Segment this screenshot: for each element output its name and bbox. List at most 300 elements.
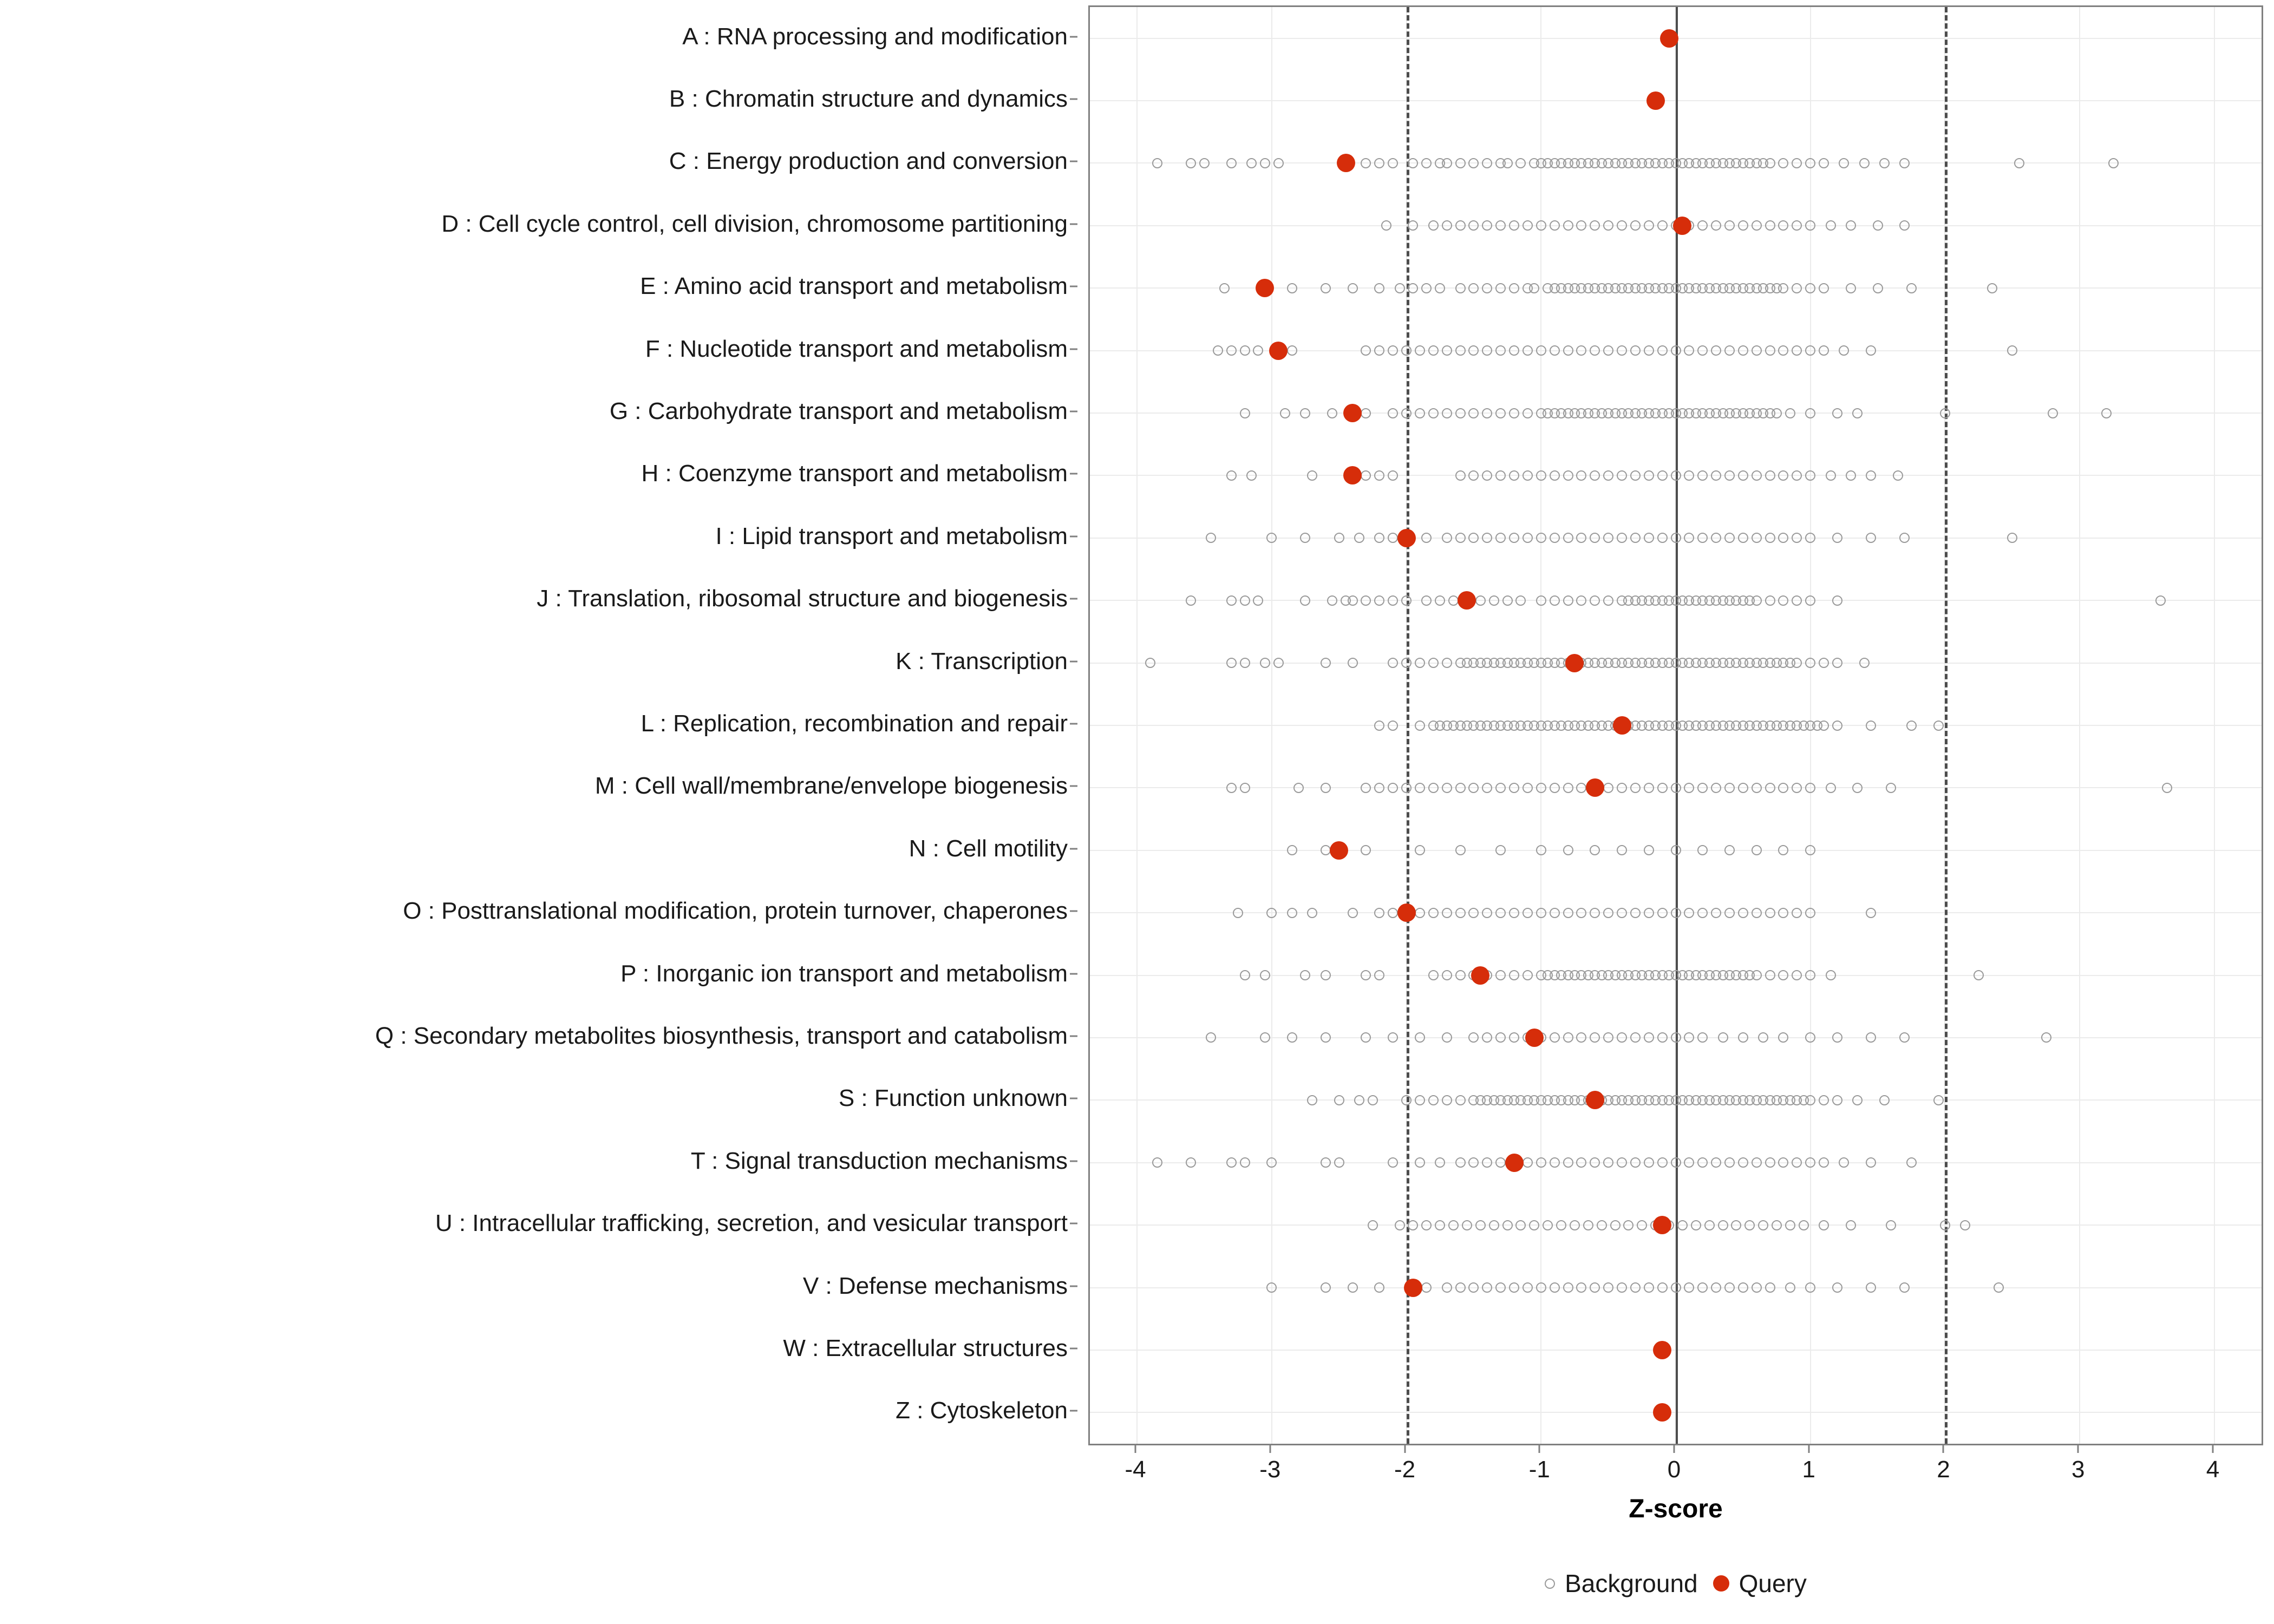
background-point (1603, 908, 1613, 918)
background-point (1428, 908, 1439, 918)
x-tick-label: 2 (1937, 1456, 1950, 1483)
background-point (1226, 470, 1237, 481)
background-point (1536, 345, 1546, 356)
background-point (1697, 908, 1708, 918)
background-point (1246, 158, 1257, 168)
background-point (1832, 1095, 1842, 1105)
y-tick-mark (1070, 223, 1077, 225)
background-point (1522, 783, 1533, 793)
background-point (1906, 283, 1917, 293)
background-point (1738, 220, 1748, 231)
background-point (1752, 1157, 1762, 1168)
background-point (1819, 158, 1829, 168)
background-point (1866, 1282, 1876, 1293)
background-point (1226, 1157, 1237, 1168)
background-point (1778, 1032, 1788, 1043)
query-point (1397, 903, 1416, 922)
background-point (1603, 1032, 1613, 1043)
y-axis-category-label: K : Transcription (896, 647, 1068, 675)
background-point (1684, 470, 1694, 481)
background-point (1435, 283, 1445, 293)
background-point (1495, 220, 1506, 231)
background-point (1395, 1220, 1405, 1230)
background-point (1832, 1032, 1842, 1043)
background-point (1671, 1282, 1681, 1293)
background-point (1374, 595, 1384, 606)
background-point (1388, 470, 1398, 481)
background-point (1832, 658, 1842, 668)
query-point (1337, 154, 1355, 172)
y-axis-category-label: N : Cell motility (909, 835, 1068, 862)
background-point (1152, 1157, 1162, 1168)
background-point (1401, 1095, 1412, 1105)
background-point (1495, 1282, 1506, 1293)
background-point (1644, 783, 1654, 793)
background-point (1361, 783, 1371, 793)
background-point (1442, 1095, 1452, 1105)
background-point (1617, 1032, 1627, 1043)
background-point (1374, 783, 1384, 793)
y-tick-mark (1070, 1410, 1077, 1412)
background-point (1293, 783, 1304, 793)
background-point (1321, 658, 1331, 668)
background-point (1509, 408, 1519, 418)
background-point (1321, 1032, 1331, 1043)
x-axis-title: Z-score (1629, 1495, 1723, 1523)
background-point (1489, 1220, 1499, 1230)
background-point (1266, 1157, 1277, 1168)
background-point (1623, 1220, 1633, 1230)
background-point (2108, 158, 2119, 168)
background-point (1482, 1157, 1492, 1168)
background-point (1388, 1157, 1398, 1168)
background-point (1482, 470, 1492, 481)
background-point (1765, 1282, 1775, 1293)
background-point (1442, 783, 1452, 793)
background-point (1213, 345, 1223, 356)
background-point (1361, 408, 1371, 418)
background-point (1321, 970, 1331, 980)
background-point (1361, 595, 1371, 606)
background-point (1724, 470, 1735, 481)
background-point (1348, 658, 1358, 668)
background-point (1792, 658, 1802, 668)
background-point (1752, 1282, 1762, 1293)
background-point (1495, 408, 1506, 418)
background-point (1563, 845, 1573, 855)
background-point (1805, 783, 1815, 793)
y-axis-category-label: P : Inorganic ion transport and metabolism (620, 960, 1068, 987)
query-point (1586, 778, 1604, 797)
y-axis-category-label: A : RNA processing and modification (682, 23, 1068, 50)
background-point (1563, 533, 1573, 543)
background-point (1832, 1282, 1842, 1293)
background-point (1617, 908, 1627, 918)
background-point (1603, 1157, 1613, 1168)
query-point (1653, 1341, 1671, 1359)
background-point (1832, 721, 1842, 731)
background-point (1819, 721, 1829, 731)
background-point (1536, 533, 1546, 543)
background-point (1361, 158, 1371, 168)
background-point (1334, 1095, 1344, 1105)
background-point (1374, 908, 1384, 918)
background-point (1752, 220, 1762, 231)
background-point (1799, 1220, 1809, 1230)
background-point (1226, 595, 1237, 606)
background-point (1421, 533, 1432, 543)
filled-circle-icon (1713, 1575, 1729, 1592)
background-point (1509, 970, 1519, 980)
background-point (1697, 845, 1708, 855)
background-point (1987, 283, 1997, 293)
background-point (1455, 158, 1466, 168)
background-point (1374, 470, 1384, 481)
background-point (1287, 283, 1297, 293)
background-point (1752, 595, 1762, 606)
query-point (1565, 654, 1584, 672)
background-point (1348, 1282, 1358, 1293)
background-point (1226, 658, 1237, 668)
y-axis-category-label: Z : Cytoskeleton (896, 1397, 1068, 1424)
background-point (1468, 1157, 1479, 1168)
background-point (1583, 1220, 1593, 1230)
background-point (1563, 220, 1573, 231)
background-point (1563, 345, 1573, 356)
background-point (1697, 533, 1708, 543)
query-point (1673, 217, 1691, 235)
background-point (1724, 1282, 1735, 1293)
background-point (1550, 345, 1560, 356)
background-point (1415, 1157, 1425, 1168)
background-point (1428, 783, 1439, 793)
background-point (1374, 158, 1384, 168)
background-point (1240, 345, 1250, 356)
x-tick-label: -4 (1125, 1456, 1146, 1483)
background-point (1617, 1282, 1627, 1293)
background-point (1711, 1282, 1721, 1293)
background-point (1253, 595, 1263, 606)
background-point (1724, 533, 1735, 543)
background-point (1240, 970, 1250, 980)
background-point (1536, 908, 1546, 918)
background-point (1671, 345, 1681, 356)
y-axis-labels (0, 5, 1077, 1445)
background-point (1475, 595, 1486, 606)
background-point (1576, 1282, 1586, 1293)
background-point (1657, 1157, 1668, 1168)
background-point (1515, 1220, 1526, 1230)
background-point (1590, 845, 1600, 855)
background-point (1819, 283, 1829, 293)
background-point (1455, 408, 1466, 418)
background-point (1785, 1282, 1795, 1293)
background-point (1603, 220, 1613, 231)
y-axis-category-label: T : Signal transduction mechanisms (690, 1147, 1068, 1174)
open-circle-icon (1545, 1579, 1555, 1589)
background-point (1522, 345, 1533, 356)
background-point (1495, 345, 1506, 356)
background-point (1468, 408, 1479, 418)
background-point (1603, 470, 1613, 481)
background-point (1455, 783, 1466, 793)
background-point (1711, 345, 1721, 356)
background-point (1630, 345, 1641, 356)
background-point (1495, 1157, 1506, 1168)
background-point (1792, 470, 1802, 481)
background-point (1401, 595, 1412, 606)
background-point (1152, 158, 1162, 168)
y-axis-category-label: I : Lipid transport and metabolism (715, 522, 1068, 549)
background-point (1401, 408, 1412, 418)
background-point (1630, 908, 1641, 918)
background-point (1671, 1032, 1681, 1043)
background-point (1550, 470, 1560, 481)
background-point (1408, 283, 1418, 293)
background-point (1266, 533, 1277, 543)
background-point (2014, 158, 2024, 168)
background-point (1617, 1157, 1627, 1168)
background-point (1617, 220, 1627, 231)
background-point (1684, 783, 1694, 793)
background-point (1873, 283, 1883, 293)
y-axis-category-label: E : Amino acid transport and metabolism (640, 273, 1068, 300)
background-point (1462, 1220, 1472, 1230)
background-point (1994, 1282, 2004, 1293)
background-point (1792, 783, 1802, 793)
background-point (1893, 470, 1903, 481)
background-point (1482, 1032, 1492, 1043)
background-point (1509, 470, 1519, 481)
background-point (1300, 533, 1310, 543)
background-point (1778, 345, 1788, 356)
background-point (1778, 470, 1788, 481)
y-tick-mark (1070, 348, 1077, 350)
background-point (1509, 1282, 1519, 1293)
background-point (1765, 345, 1775, 356)
background-point (1327, 408, 1337, 418)
background-point (1697, 470, 1708, 481)
x-tick-mark (1269, 1445, 1271, 1453)
background-point (1778, 908, 1788, 918)
background-point (1435, 1157, 1445, 1168)
background-point (1772, 1220, 1782, 1230)
background-point (1428, 220, 1439, 231)
background-point (1691, 1220, 1701, 1230)
background-point (1536, 470, 1546, 481)
background-point (2101, 408, 2112, 418)
background-point (1866, 470, 1876, 481)
background-point (1859, 158, 1870, 168)
background-point (1374, 970, 1384, 980)
background-point (1421, 1282, 1432, 1293)
background-point (1832, 595, 1842, 606)
y-axis-category-label: L : Replication, recombination and repair (641, 710, 1068, 737)
background-point (1395, 283, 1405, 293)
background-point (1805, 970, 1815, 980)
background-point (2155, 595, 2166, 606)
background-point (1495, 283, 1506, 293)
background-point (1657, 220, 1668, 231)
background-point (1576, 220, 1586, 231)
background-point (1287, 345, 1297, 356)
background-point (1415, 845, 1425, 855)
x-tick-label: -1 (1528, 1456, 1550, 1483)
background-point (1482, 345, 1492, 356)
background-point (1684, 345, 1694, 356)
background-point (1287, 908, 1297, 918)
background-point (1671, 533, 1681, 543)
background-point (1738, 533, 1748, 543)
background-point (1482, 283, 1492, 293)
background-point (1415, 1032, 1425, 1043)
query-point (1586, 1091, 1604, 1109)
background-point (1495, 845, 1506, 855)
query-point (1458, 591, 1476, 610)
background-point (1334, 1157, 1344, 1168)
background-point (1576, 908, 1586, 918)
background-point (1482, 533, 1492, 543)
background-point (1866, 721, 1876, 731)
background-point (1738, 1032, 1748, 1043)
background-point (1610, 1220, 1620, 1230)
background-point (1468, 220, 1479, 231)
background-point (1805, 1095, 1815, 1105)
y-tick-mark (1070, 785, 1077, 787)
background-point (1246, 470, 1257, 481)
y-axis-category-label: G : Carbohydrate transport and metabolism (609, 398, 1068, 425)
background-point (1657, 345, 1668, 356)
background-point (1765, 1157, 1775, 1168)
background-point (1752, 845, 1762, 855)
background-point (1819, 1095, 1829, 1105)
background-point (1839, 345, 1849, 356)
background-point (1428, 408, 1439, 418)
background-point (1718, 1032, 1728, 1043)
background-point (1536, 220, 1546, 231)
background-point (1428, 1095, 1439, 1105)
plot-panel (1088, 5, 2263, 1445)
background-point (1233, 908, 1243, 918)
background-point (1644, 1157, 1654, 1168)
background-point (1657, 1282, 1668, 1293)
query-point (1343, 466, 1362, 484)
background-point (1415, 658, 1425, 668)
background-point (1603, 595, 1613, 606)
background-point (1846, 283, 1856, 293)
background-point (1415, 908, 1425, 918)
background-point (1657, 533, 1668, 543)
y-axis-category-label: O : Posttranslational modification, protein turnover, chaperones (403, 898, 1068, 925)
background-point (1778, 220, 1788, 231)
background-point (1495, 1032, 1506, 1043)
background-point (1765, 533, 1775, 543)
background-point (1778, 533, 1788, 543)
background-point (1805, 470, 1815, 481)
x-tick-mark (2077, 1445, 2079, 1453)
background-point (1300, 595, 1310, 606)
background-point (1287, 845, 1297, 855)
background-point (1590, 1282, 1600, 1293)
y-tick-mark (1070, 473, 1077, 475)
x-tick-label: -3 (1259, 1456, 1281, 1483)
background-point (1522, 533, 1533, 543)
background-point (1603, 783, 1613, 793)
background-point (1826, 783, 1836, 793)
background-point (1563, 595, 1573, 606)
background-point (1226, 783, 1237, 793)
background-point (1826, 470, 1836, 481)
background-point (1260, 658, 1270, 668)
background-point (1388, 783, 1398, 793)
background-point (1711, 220, 1721, 231)
background-point (1502, 158, 1513, 168)
background-point (1226, 158, 1237, 168)
background-point (1489, 595, 1499, 606)
x-tick-label: -2 (1394, 1456, 1416, 1483)
y-axis-category-label: H : Coenzyme transport and metabolism (641, 460, 1068, 487)
background-point (1401, 783, 1412, 793)
background-point (1590, 345, 1600, 356)
background-point (1327, 595, 1337, 606)
y-tick-mark (1070, 598, 1077, 600)
background-point (1630, 470, 1641, 481)
legend-label-background: Background (1565, 1569, 1698, 1597)
background-point (1792, 1157, 1802, 1168)
background-point (1879, 158, 1890, 168)
y-axis-category-label: S : Function unknown (838, 1085, 1068, 1112)
query-point (1525, 1029, 1544, 1047)
background-point (1906, 1157, 1917, 1168)
background-point (1590, 595, 1600, 606)
background-point (1671, 783, 1681, 793)
query-point (1343, 404, 1362, 422)
background-point (1765, 158, 1775, 168)
background-point (1899, 533, 1910, 543)
y-tick-mark (1070, 911, 1077, 912)
background-point (1307, 908, 1317, 918)
background-point (1442, 533, 1452, 543)
background-point (1711, 908, 1721, 918)
background-point (1590, 1032, 1600, 1043)
background-point (1644, 845, 1654, 855)
background-point (1765, 970, 1775, 980)
background-point (1866, 1032, 1876, 1043)
background-point (1603, 1282, 1613, 1293)
background-point (1697, 783, 1708, 793)
background-point (1805, 283, 1815, 293)
background-point (1495, 470, 1506, 481)
background-point (1421, 1220, 1432, 1230)
background-point (1603, 533, 1613, 543)
background-point (1502, 1220, 1513, 1230)
background-point (1792, 595, 1802, 606)
background-point (1657, 470, 1668, 481)
y-tick-mark (1070, 286, 1077, 287)
background-point (1240, 408, 1250, 418)
background-point (1321, 283, 1331, 293)
background-point (1819, 1157, 1829, 1168)
background-point (1321, 845, 1331, 855)
background-point (1401, 658, 1412, 668)
background-point (1240, 595, 1250, 606)
background-point (1509, 1032, 1519, 1043)
background-point (1644, 220, 1654, 231)
background-point (1550, 783, 1560, 793)
background-point (1778, 783, 1788, 793)
background-point (1563, 1032, 1573, 1043)
background-point (2048, 408, 2058, 418)
